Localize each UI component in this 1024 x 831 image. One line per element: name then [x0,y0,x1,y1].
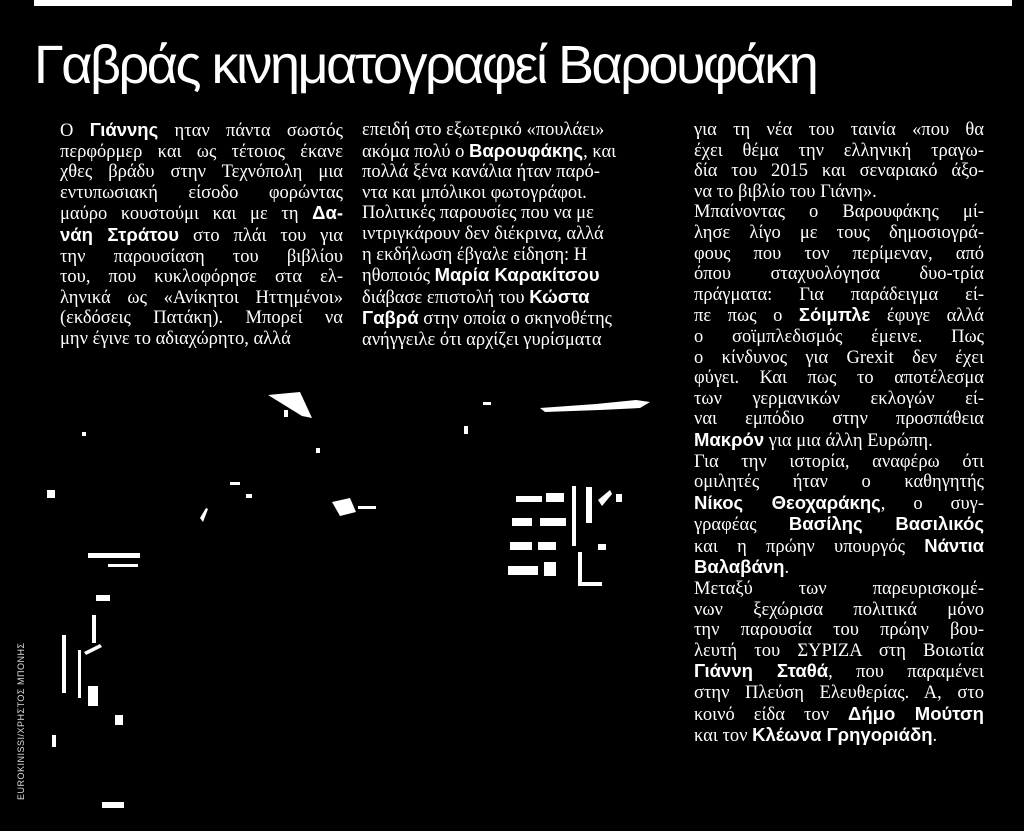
person-name: Κλέωνα Γρηγοριάδη [752,724,933,746]
text-line: κοινό είδα τον Δήμο Μούτση [694,702,984,725]
person-name: Μαρία Καρακίτσου [434,264,600,286]
text-line: ναι εμπόδιο στην προσπάθεια [694,409,984,430]
text-line: πε πως ο Σόιμπλε έφυγε αλλά [694,304,984,327]
text-line: νων ξεχώρισα πολιτικά μόνο [694,599,984,620]
text-line: η εκδήλωση έβγαλε είδηση: Η [362,244,588,265]
text-line: την παρουσίαση του βιβλίου [60,246,343,267]
text-line: Νίκος Θεοχαράκης, ο συγ- [694,491,984,514]
person-name: Δα- [312,202,343,224]
article-column-2 [362,120,662,351]
person-name: Μακρόν [694,428,765,450]
text-line: δία του 2015 και σεναριακό άξο- [694,161,984,182]
text-line: εντυπωσιακή είσοδο φορώντας [60,182,343,203]
text-line: λευτή του ΣΥΡΙΖΑ στη Βοιωτία [694,640,984,661]
article-headline: Γαβράς κινηματογραφεί Βαρουφάκη [34,35,817,95]
event-photo [0,390,690,831]
text-line: ντα και μπόλικοι φωτογράφοι. [362,182,587,203]
text-line: νάη Στράτου στο πλάι του για [60,223,344,246]
person-name: Βαρουφάκης [468,139,584,161]
text-line: χθες βράδυ στην Τεχνόπολη μια [60,162,343,183]
text-line: φύγει. Και πως το αποτέλεσμα [694,368,984,389]
text-line: του, που κυκλοφόρησε στα ελ- [60,267,343,288]
text-line: για τη νέα του ταινία «που θα [694,120,984,140]
person-name: Γιάννη Σταθά [694,660,829,682]
text-line: Ο Γιάννης ηταν πάντα σωστός [60,119,343,141]
text-line: την παρουσία του πρώην βου- [694,620,984,641]
text-line: γραφέας Βασίλης Βασιλικός [694,513,984,536]
person-name: Δήμο Μούτση [848,702,984,724]
person-name: Κώστα [529,285,590,307]
text-line: Γαβρά στην οποία ο σκηνοθέτης [362,307,612,330]
text-line: ακόμα πολύ ο Βαρουφάκης, και [362,139,617,162]
text-line: στην Πλεύση Ελευθερίας. Α, στο [694,683,984,704]
top-rule [34,0,1012,6]
text-line: έχει θέμα την ελληνική τραγω- [694,140,984,161]
text-line: Μπαίνοντας ο Βαρουφάκης μί- [694,202,984,223]
text-line: επειδή στο εξωτερικό «πουλάει» [362,120,605,140]
person-name: Νίκος Θεοχαράκης [694,491,881,513]
text-line: (εκδόσεις Πατάκη). Μπορεί να [60,308,343,329]
person-name: Βαλαβάνη [694,556,785,578]
person-name: Σόιμπλε [798,304,871,326]
text-line: φους που τον περίμεναν, από [694,243,984,264]
text-line: πολλά ξένα κανάλια ήταν παρό- [362,162,600,183]
text-line: πράγματα: Για παράδειγμα εί- [694,284,984,305]
text-line: ομιλητές ήταν ο καθηγητής [694,472,984,493]
text-line: των γερμανικών εκλογών εί- [694,388,984,409]
person-name: Γιάννης [89,119,159,140]
article-column-3 [694,120,984,747]
person-name: Γαβρά [362,307,419,329]
person-name: νάη Στράτου [60,223,180,245]
article-column-1 [60,120,343,350]
text-line: ανήγγειλε ότι αρχίζει γυρίσματα [362,329,602,350]
text-line: Για την ιστορία, αναφέρω ότι [694,451,984,472]
person-name: Νάντια [924,534,984,556]
text-line: Γιάννη Σταθά, που παραμένει [694,660,984,683]
text-line: και τον Κλέωνα Γρηγοριάδη. [694,724,938,747]
text-line: μην έγινε το αδιαχώρητο, αλλά [60,328,291,349]
text-line: και η πρώην υπουργός Νάντια [694,534,984,557]
text-line: μαύρο κουστούμι και με τη Δα- [60,202,343,225]
text-line: διάβασε επιστολή του Κώστα [362,285,590,308]
photo-credit: EUROKINISSI/ΧΡΗΣΤΟΣ ΜΠΟΝΗΣ [16,642,26,800]
person-name: Βασίλης Βασιλικός [788,513,984,535]
text-line: λησε λίγο με τους δημοσιογρά- [694,222,984,243]
text-line: ληνικά ως «Ανίκητοι Ηττημένοι» [60,287,343,308]
text-line: ιντριγκάρουν δεν διέκρινα, αλλά [362,223,604,244]
text-line: Μεταξύ των παρευρισκομέ- [694,579,984,600]
text-line: Μακρόν για μια άλλη Ευρώπη. [694,428,933,451]
text-line: όπου σταχυολόγησα δυο-τρία [694,264,984,285]
text-line: περφόρμερ και ως τέτοιος έκανε [60,141,343,162]
text-line: Πολιτικές παρουσίες που να με [362,203,594,224]
text-line: ηθοποιός Μαρία Καρακίτσου [362,264,600,287]
text-line: ο κίνδυνος για Grexit δεν έχει [694,347,984,368]
text-line: να το βιβλίο του Γιάνη». [694,181,877,202]
text-line: ο σοϊμπλεδισμός έμεινε. Πως [694,326,984,347]
text-line: Βαλαβάνη. [694,556,790,579]
